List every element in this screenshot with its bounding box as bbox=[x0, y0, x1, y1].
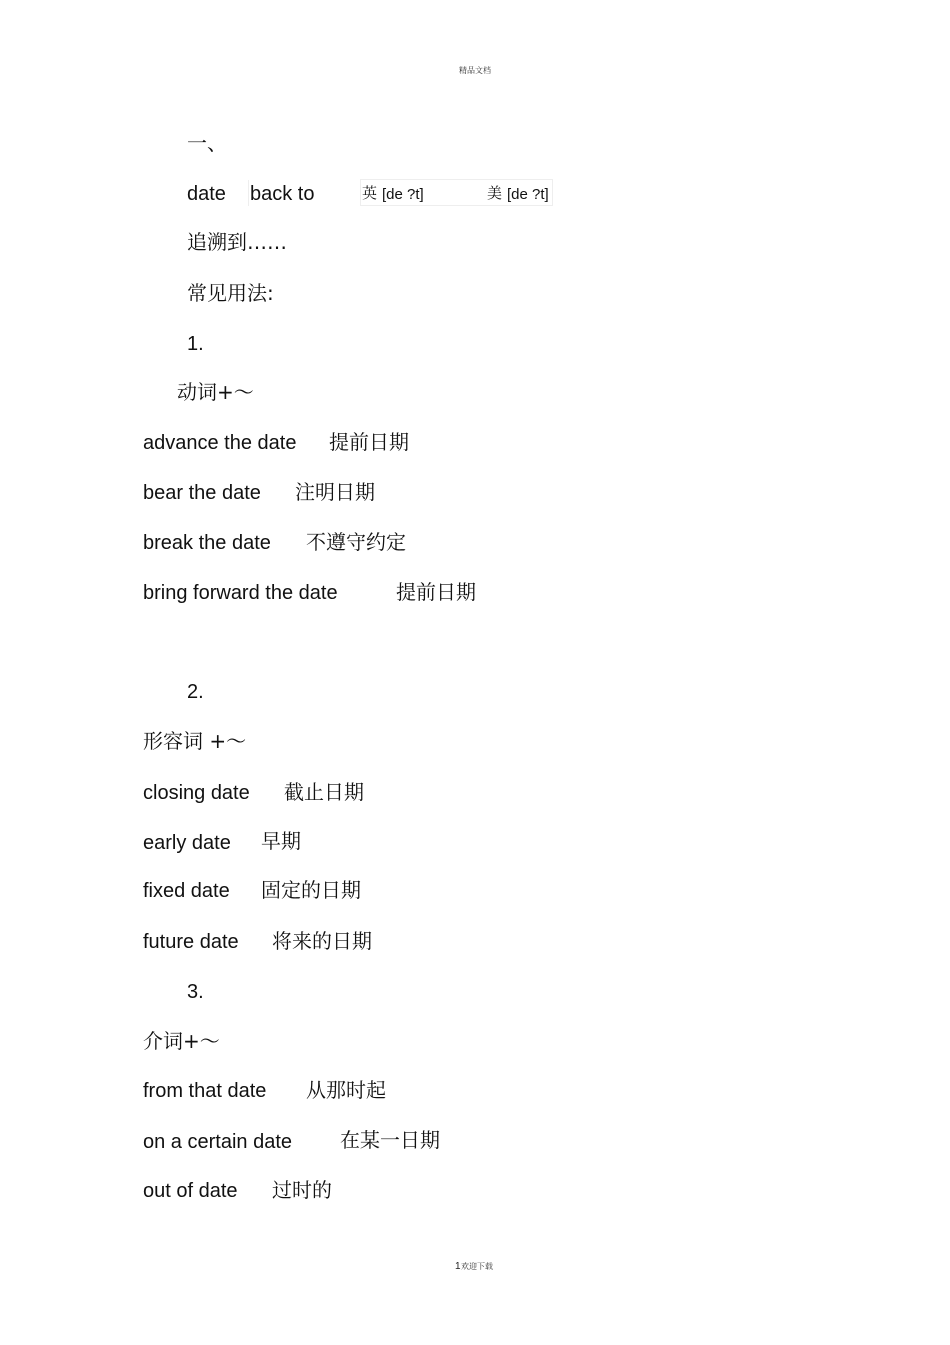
group-pattern: 形容词 +～ bbox=[143, 729, 247, 753]
header-watermark: 精品文档 bbox=[459, 66, 491, 75]
collocation-en: on a certain date bbox=[143, 1131, 292, 1153]
collocation-zh: 注明日期 bbox=[295, 480, 375, 504]
group-pattern: 动词+～ bbox=[177, 380, 254, 404]
uk-ipa: [de ?t] bbox=[382, 186, 424, 203]
group-number: 3. bbox=[187, 981, 204, 1003]
section-title: 一、 bbox=[187, 131, 227, 155]
collocation-zh: 固定的日期 bbox=[261, 878, 361, 902]
headword-separator bbox=[248, 180, 249, 206]
meaning: 追溯到…… bbox=[187, 230, 287, 254]
collocation-zh: 提前日期 bbox=[396, 580, 476, 604]
collocation-zh: 在某一日期 bbox=[340, 1128, 440, 1152]
headword: date bbox=[187, 183, 226, 205]
collocation-en: future date bbox=[143, 931, 239, 953]
uk-label: 英 bbox=[362, 184, 378, 202]
collocation-zh: 从那时起 bbox=[306, 1078, 386, 1102]
us-label: 美 bbox=[487, 184, 503, 202]
collocation-en: bear the date bbox=[143, 482, 261, 504]
group-number: 1. bbox=[187, 333, 204, 355]
headword-phrase: back to bbox=[250, 183, 315, 205]
collocation-zh: 过时的 bbox=[272, 1178, 332, 1202]
collocation-zh: 截止日期 bbox=[284, 780, 364, 804]
collocation-zh: 不遵守约定 bbox=[306, 530, 406, 554]
collocation-en: from that date bbox=[143, 1080, 267, 1102]
group-number: 2. bbox=[187, 681, 204, 703]
group-pattern: 介词+～ bbox=[143, 1029, 220, 1053]
collocation-en: early date bbox=[143, 832, 231, 854]
collocation-zh: 将来的日期 bbox=[272, 929, 372, 953]
collocation-en: closing date bbox=[143, 782, 250, 804]
collocation-en: bring forward the date bbox=[143, 582, 338, 604]
footer-text: 欢迎下载 bbox=[461, 1262, 493, 1271]
collocation-en: break the date bbox=[143, 532, 271, 554]
usage-heading: 常见用法: bbox=[187, 281, 274, 305]
us-ipa: [de ?t] bbox=[507, 186, 549, 203]
collocation-zh: 提前日期 bbox=[329, 430, 409, 454]
collocation-zh: 早期 bbox=[261, 829, 301, 853]
collocation-en: advance the date bbox=[143, 432, 297, 454]
collocation-en: fixed date bbox=[143, 880, 230, 902]
collocation-en: out of date bbox=[143, 1180, 238, 1202]
footer-page-number: 1 bbox=[455, 1261, 461, 1272]
